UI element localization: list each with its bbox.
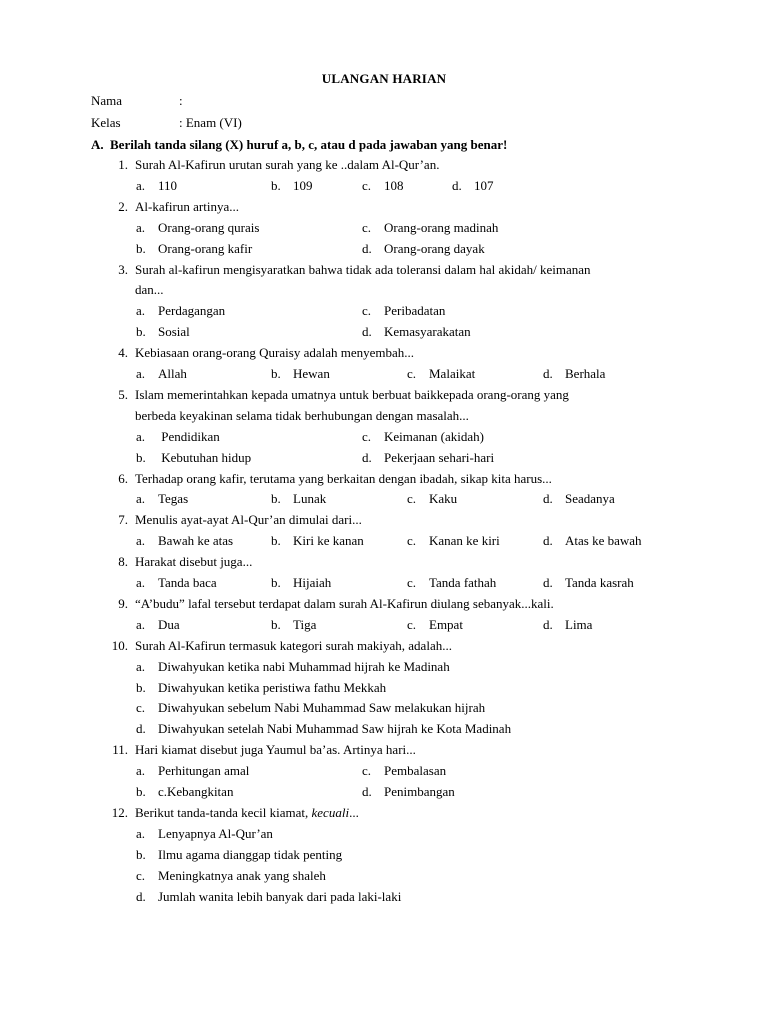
answer-option <box>271 533 364 549</box>
class-value: : Enam (VI) <box>179 115 242 130</box>
option-letter: c. <box>407 533 417 549</box>
answer-option <box>136 784 233 800</box>
option-letter: b. <box>136 679 146 695</box>
option-letter: d. <box>362 324 372 340</box>
answer-option <box>362 324 471 340</box>
answer-option <box>136 241 252 257</box>
option-letter: a. <box>136 428 146 444</box>
option-text: Jumlah wanita lebih banyak dari pada laki-laki <box>158 888 402 904</box>
answer-option <box>136 491 188 507</box>
question-text-part: Berikut tanda-tanda kecil kiamat, <box>135 804 312 820</box>
option-text: Lima <box>565 616 593 632</box>
question-number: 10. <box>111 637 128 653</box>
option-text: Malaikat <box>429 366 476 381</box>
question-text-part: Surah Al-Kafirun urutan surah yang ke ..dalam Al-Qur’an. <box>135 157 440 172</box>
option-letter: a. <box>136 658 146 674</box>
answer-option <box>271 575 331 591</box>
option-letter: a. <box>136 366 146 381</box>
option-letter: d. <box>136 888 146 904</box>
question-text-part: berbeda keyakinan selama tidak berhubungan dengan masalah... <box>135 407 469 423</box>
answer-option <box>136 659 450 675</box>
answer-option <box>136 617 180 633</box>
answer-option <box>136 575 217 591</box>
option-text: Lunak <box>293 491 327 507</box>
option-text: 109 <box>293 177 313 193</box>
option-letter: d. <box>362 449 372 465</box>
option-letter: a. <box>136 763 146 779</box>
option-text: Sosial <box>158 324 190 340</box>
answer-option <box>136 700 485 716</box>
question-text <box>135 596 554 612</box>
answer-option <box>543 366 605 382</box>
option-text: Diwahyukan ketika nabi Muhammad hijrah ke Madinah <box>158 658 450 674</box>
option-letter: b. <box>136 324 146 340</box>
question-text-part: Kebiasaan orang-orang Quraisy adalah menyembah... <box>135 345 415 361</box>
question-text-part: Al-kafirun artinya... <box>135 198 239 214</box>
answer-option <box>136 868 326 884</box>
option-text: Tanda kasrah <box>565 575 634 590</box>
option-letter: b. <box>136 846 146 862</box>
question-text <box>135 554 252 570</box>
question-text-part: Menulis ayat-ayat Al-Qur’an dimulai dari... <box>135 512 362 528</box>
answer-option <box>136 763 249 779</box>
option-letter: c. <box>362 219 372 235</box>
option-letter: c. <box>136 700 146 716</box>
option-text: Kemasyarakatan <box>384 324 471 340</box>
option-text: Bawah ke atas <box>158 533 234 549</box>
question-number: 2. <box>118 198 128 214</box>
answer-option <box>136 303 225 319</box>
option-letter: d. <box>543 575 553 590</box>
option-letter: a. <box>136 533 146 549</box>
answer-option <box>136 680 386 696</box>
option-text: Perdagangan <box>158 303 226 319</box>
option-text: Kanan ke kiri <box>429 533 500 549</box>
option-letter: d. <box>543 533 553 549</box>
option-text: Orang-orang kafir <box>158 240 253 256</box>
option-letter: a. <box>136 177 146 193</box>
question-number: 6. <box>118 470 128 486</box>
answer-option <box>136 721 511 737</box>
option-letter: c. <box>362 177 372 193</box>
question-number: 4. <box>118 345 128 361</box>
option-letter: b. <box>136 784 146 799</box>
option-text: 110 <box>158 177 178 193</box>
question-number: 1. <box>118 157 128 172</box>
answer-option <box>407 617 463 633</box>
question-number: 8. <box>118 554 128 570</box>
option-text: Peribadatan <box>384 303 446 319</box>
option-letter: d. <box>136 721 146 737</box>
option-letter: b. <box>271 491 281 507</box>
option-text: Diwahyukan sebelum Nabi Muhammad Saw melakukan hijrah <box>158 700 486 716</box>
answer-option <box>136 889 401 905</box>
answer-option <box>271 491 326 507</box>
question-number: 11. <box>112 742 128 758</box>
question-text <box>135 345 414 361</box>
option-text: Tanda baca <box>158 575 217 590</box>
option-letter: a. <box>136 491 146 507</box>
option-text: Dua <box>158 616 180 632</box>
option-text: 107 <box>474 177 494 193</box>
answer-option <box>271 178 313 194</box>
question-text-part: Surah Al-Kafirun termasuk kategori surah makiyah, adalah... <box>135 637 452 653</box>
option-letter: b. <box>136 240 146 256</box>
question-text <box>135 512 362 528</box>
option-text: Tegas <box>158 491 189 507</box>
question-number: 5. <box>118 386 128 402</box>
option-letter: c. <box>407 491 417 507</box>
answer-option <box>271 366 330 382</box>
answer-option <box>362 450 494 466</box>
option-letter: b. <box>271 575 281 590</box>
answer-option <box>362 784 455 800</box>
option-text: Kaku <box>429 491 458 507</box>
question-text <box>135 742 416 758</box>
question-text-part: Islam memerintahkan kepada umatnya untuk berbuat baikkepada orang-orang yang <box>135 386 569 402</box>
name-value: : <box>179 93 183 108</box>
question-text-part: “A’budu” lafal tersebut terdapat dalam surah Al-Kafirun diulang sebanyak...kali. <box>135 595 554 611</box>
option-letter: c. <box>407 366 417 381</box>
question-text <box>135 199 239 215</box>
answer-option <box>543 617 592 633</box>
option-text: Atas ke bawah <box>565 533 642 549</box>
question-text <box>135 157 439 173</box>
option-letter: a. <box>136 303 146 319</box>
option-text: Meningkatnya anak yang shaleh <box>158 867 326 883</box>
question-text <box>135 408 469 424</box>
name-label: Nama <box>91 93 123 108</box>
option-text: Pekerjaan sehari-hari <box>384 449 495 465</box>
question-text <box>135 387 569 403</box>
question-text-part: Terhadap orang kafir, terutama yang berkaitan dengan ibadah, sikap kita harus... <box>135 470 552 486</box>
answer-option <box>362 178 404 194</box>
question-text-part: dan... <box>135 282 164 298</box>
option-text: Tanda fathah <box>429 575 497 590</box>
option-text: Pendidikan <box>158 428 220 444</box>
answer-option <box>136 450 251 466</box>
answer-option <box>362 763 446 779</box>
question-text <box>135 282 164 298</box>
option-text: Keimanan (akidah) <box>384 428 484 444</box>
answer-option <box>452 178 494 194</box>
option-letter: d. <box>543 491 553 507</box>
question-text <box>135 638 452 654</box>
option-letter: a. <box>136 219 146 235</box>
option-letter: d. <box>362 784 372 799</box>
option-text: Orang-orang dayak <box>384 240 485 256</box>
option-letter: d. <box>452 177 462 193</box>
option-text: Orang-orang madinah <box>384 219 499 235</box>
option-letter: c. <box>407 616 417 632</box>
option-letter: b. <box>271 366 281 381</box>
section-letter: A. <box>91 137 104 152</box>
answer-option <box>407 491 457 507</box>
question-number: 12. <box>111 804 128 820</box>
question-suffix: ... <box>349 804 359 820</box>
option-letter: a. <box>136 825 146 841</box>
answer-option <box>136 220 259 236</box>
answer-option <box>362 303 445 319</box>
answer-option <box>362 241 485 257</box>
option-letter: c. <box>362 763 372 779</box>
option-text: Pembalasan <box>384 763 447 779</box>
question-text <box>135 805 359 821</box>
question-number: 3. <box>118 261 128 277</box>
option-text: Lenyapnya Al-Qur’an <box>158 825 273 841</box>
option-text: Diwahyukan ketika peristiwa fathu Mekkah <box>158 679 387 695</box>
question-number: 7. <box>118 512 128 528</box>
option-letter: d. <box>543 366 553 381</box>
option-letter: c. <box>407 575 417 590</box>
question-text-part: Surah al-kafirun mengisyaratkan bahwa tidak ada toleransi dalam hal akidah/ keimanan <box>135 261 591 277</box>
answer-option <box>136 366 187 382</box>
section-instruction: Berilah tanda silang (X) huruf a, b, c, atau d pada jawaban yang benar! <box>110 137 508 152</box>
answer-option <box>136 324 190 340</box>
question-text-part: Harakat disebut juga... <box>135 554 253 570</box>
option-letter: b. <box>271 533 281 549</box>
answer-option <box>136 429 220 445</box>
option-letter: c. <box>136 867 146 883</box>
option-letter: d. <box>543 616 553 632</box>
option-text: 108 <box>384 177 404 193</box>
answer-option <box>136 826 273 842</box>
question-italic-word: kecuali <box>311 804 350 820</box>
option-letter: c. <box>362 303 372 319</box>
class-label: Kelas <box>91 115 121 130</box>
question-text <box>135 471 552 487</box>
answer-option <box>407 575 496 591</box>
answer-option <box>136 533 233 549</box>
answer-option <box>543 533 642 549</box>
answer-option <box>136 178 177 194</box>
option-text: Seadanya <box>565 491 615 507</box>
option-text: Perhitungan amal <box>158 763 250 779</box>
option-text: Diwahyukan setelah Nabi Muhammad Saw hijrah ke Kota Madinah <box>158 721 512 737</box>
option-letter: b. <box>271 616 281 632</box>
question-text <box>135 262 591 278</box>
question-text-part: Hari kiamat disebut juga Yaumul ba’as. Artinya hari... <box>135 742 416 758</box>
option-letter: a. <box>136 575 146 590</box>
answer-option <box>407 366 475 382</box>
option-letter: b. <box>271 177 281 193</box>
option-text: Penimbangan <box>384 784 455 799</box>
option-text: Ilmu agama dianggap tidak penting <box>158 846 343 862</box>
option-text: Allah <box>158 366 187 381</box>
answer-option <box>407 533 500 549</box>
option-text: Tiga <box>293 616 317 632</box>
option-text: c.Kebangkitan <box>158 784 234 799</box>
option-text: Hewan <box>293 366 330 381</box>
option-text: Berhala <box>565 366 606 381</box>
answer-option <box>136 847 342 863</box>
option-letter: b. <box>136 449 146 465</box>
option-letter: d. <box>362 240 372 256</box>
option-letter: c. <box>362 428 372 444</box>
answer-option <box>362 220 498 236</box>
answer-option <box>362 429 484 445</box>
option-text: Orang-orang qurais <box>158 219 260 235</box>
answer-option <box>271 617 316 633</box>
option-text: Kiri ke kanan <box>293 533 364 549</box>
option-text: Kebutuhan hidup <box>158 449 252 465</box>
question-number: 9. <box>118 595 128 611</box>
answer-option <box>543 575 634 591</box>
answer-option <box>543 491 615 507</box>
option-text: Hijaiah <box>293 575 332 590</box>
page-title: ULANGAN HARIAN <box>321 71 447 86</box>
option-text: Empat <box>429 616 463 632</box>
option-letter: a. <box>136 616 146 632</box>
